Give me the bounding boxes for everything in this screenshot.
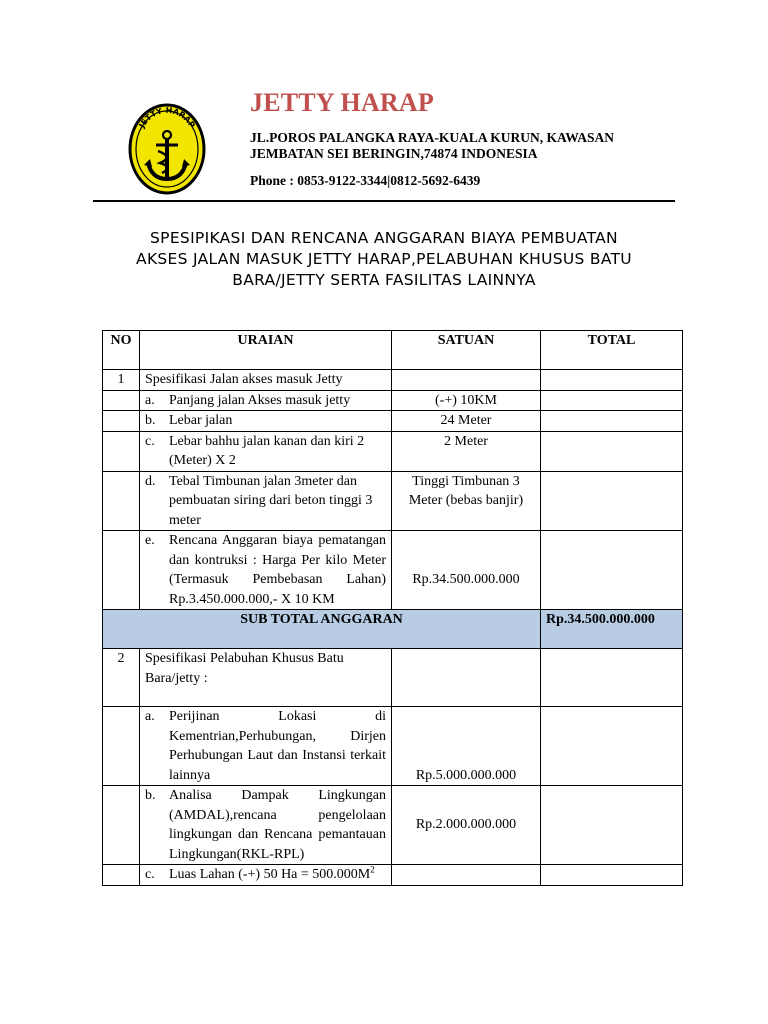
list-item: e. Rencana Anggaran biaya pematangan dan kontruksi : Harga Per kilo Meter (Termasuk Pembebasan Lahan) Rp.3.450.000.000,- X 10 KM	[145, 533, 386, 607]
table-row	[103, 649, 683, 707]
list-item: a. Perijinan Lokasi di Kementrian,Perhubungan, Dirjen Perhubungan Laut dan Instansi terkait lainnya	[145, 709, 386, 783]
satuan-cell: Tinggi Timbunan 3 Meter (bebas banjir)	[392, 471, 541, 531]
company-address	[250, 130, 670, 162]
header-divider	[93, 200, 675, 202]
table-row	[103, 390, 683, 411]
jetty-harap-logo	[128, 103, 206, 195]
satuan-cell: Rp.5.000.000.000	[392, 707, 541, 786]
list-item: c. Luas Lahan (-+) 50 $Ha = 500.000M^2$	[145, 864, 375, 882]
title-line-2: AKSES JALAN MASUK JETTY HARAP,PELABUHAN KHUSUS BATU	[136, 250, 632, 268]
list-item: b. Lebar jalan	[145, 413, 233, 428]
table-row	[103, 786, 683, 865]
satuan-cell: Rp.2.000.000.000	[392, 786, 541, 865]
table-row	[103, 431, 683, 471]
budget-table	[102, 330, 683, 886]
section-title: Spesifikasi Pelabuhan Khusus Batu Bara/jetty :	[140, 649, 392, 707]
table-row	[103, 707, 683, 786]
satuan-cell	[392, 865, 541, 886]
section-title: Spesifikasi Jalan akses masuk Jetty	[140, 370, 392, 391]
header-total: TOTAL	[541, 331, 683, 370]
header-no: NO	[103, 331, 140, 370]
header-uraian: URAIAN	[140, 331, 392, 370]
table-row	[103, 411, 683, 432]
logo-text: JETTY HARAP	[137, 105, 197, 130]
list-item: d. Tebal Timbunan jalan 3meter dan pembuatan siring dari beton tinggi 3 meter	[145, 473, 373, 528]
table-row	[103, 370, 683, 391]
address-line-1: JL.POROS PALANGKA RAYA-KUALA KURUN, KAWASAN	[250, 130, 615, 145]
header-satuan: SATUAN	[392, 331, 541, 370]
company-phone: Phone : 0853-9122-3344|0812-5692-6439	[250, 173, 481, 188]
list-item: c. Lebar bahhu jalan kanan dan kiri 2 (Meter) X 2	[145, 433, 365, 468]
table-row	[103, 471, 683, 531]
document-title	[90, 228, 678, 291]
brand-name: JETTY HARAP	[250, 88, 434, 117]
section-number: 2	[103, 649, 140, 707]
satuan-cell: (-+) 10KM	[392, 390, 541, 411]
table-header-row	[103, 331, 683, 370]
list-item: a. Panjang jalan Akses masuk jetty	[145, 392, 351, 408]
table-row	[103, 531, 683, 610]
title-line-1: SPESIPIKASI DAN RENCANA ANGGARAN BIAYA PEMBUATAN	[150, 229, 618, 247]
subtotal-row	[103, 610, 683, 649]
table-row	[103, 865, 683, 886]
address-line-2: JEMBATAN SEI BERINGIN,74874 INDONESIA	[250, 146, 538, 161]
section-number: 1	[103, 370, 140, 391]
satuan-cell: Rp.34.500.000.000	[392, 531, 541, 610]
title-line-3: BARA/JETTY SERTA FASILITAS LAINNYA	[232, 271, 536, 289]
subtotal-value: Rp.34.500.000.000	[541, 610, 683, 649]
subtotal-label: SUB TOTAL ANGGARAN	[103, 610, 541, 649]
list-item: b. Analisa Dampak Lingkungan (AMDAL),rencana pengelolaan lingkungan dan Rencana pemantauan Lingkungan(RKL-RPL)	[145, 788, 386, 862]
satuan-cell: 2 Meter	[392, 431, 541, 471]
satuan-cell: 24 Meter	[392, 411, 541, 432]
